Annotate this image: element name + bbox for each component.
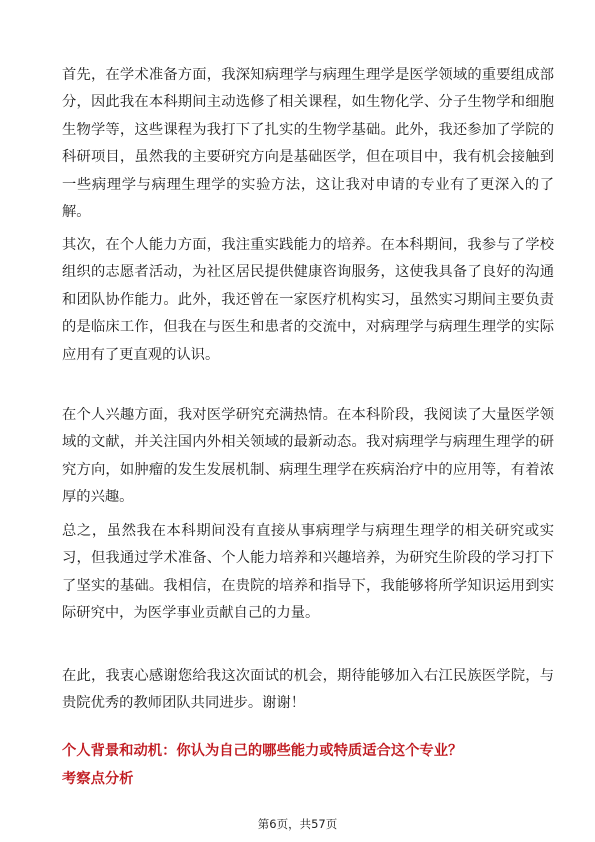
paragraph-thanks: 在此，我衷心感谢您给我这次面试的机会，期待能够加入右江民族医学院，与贵院优秀的教师团队共同进步。谢谢！ [62, 668, 554, 712]
page-number-footer: 第6页，共57页 [257, 817, 338, 831]
paragraph-personal-ability: 其次，在个人能力方面，我注重实践能力的培养。在本科期间，我参与了学校组织的志愿者活动，为社区居民提供健康咨询服务，这使我具备了良好的沟通和团队协作能力。此外，我还曾在一家医疗机构实习，虽然实习期间主要负责的是临床工作，但我在与医生和患者的交流中，对病理学与病理生理学的实际应用有了更直观的认识。 [62, 237, 554, 363]
analysis-label: 考察点分析 [62, 771, 134, 787]
question-heading: 个人背景和动机：你认为自己的哪些能力或特质适合这个专业？ [62, 743, 463, 759]
paragraph-academic-preparation: 首先，在学术准备方面，我深知病理学与病理生理学是医学领域的重要组成部分，因此我在本科期间主动选修了相关课程，如生物化学、分子生物学和细胞生物学等，这些课程为我打下了扎实的生物学基础。此外，我还参加了学院的科研项目，虽然我的主要研究方向是基础医学，但在项目中，我有机会接触到一些病理学与病理生理学的实验方法，这让我对申请的专业有了更深入的了解。 [62, 67, 554, 221]
paragraph-personal-interest: 在个人兴趣方面，我对医学研究充满热情。在本科阶段，我阅读了大量医学领域的文献，并关注国内外相关领域的最新动态。我对病理学与病理生理学的研究方向，如肿瘤的发生发展机制、病理生理学在疾病治疗中的应用等，有着浓厚的兴趣。 [62, 407, 554, 506]
paragraph-summary: 总之，虽然我在本科期间没有直接从事病理学与病理生理学的相关研究或实习，但我通过学术准备、个人能力培养和兴趣培养，为研究生阶段的学习打下了坚实的基础。我相信，在贵院的培养和指导下，我能够将所学知识运用到实际研究中，为医学事业贡献自己的力量。 [62, 523, 554, 622]
